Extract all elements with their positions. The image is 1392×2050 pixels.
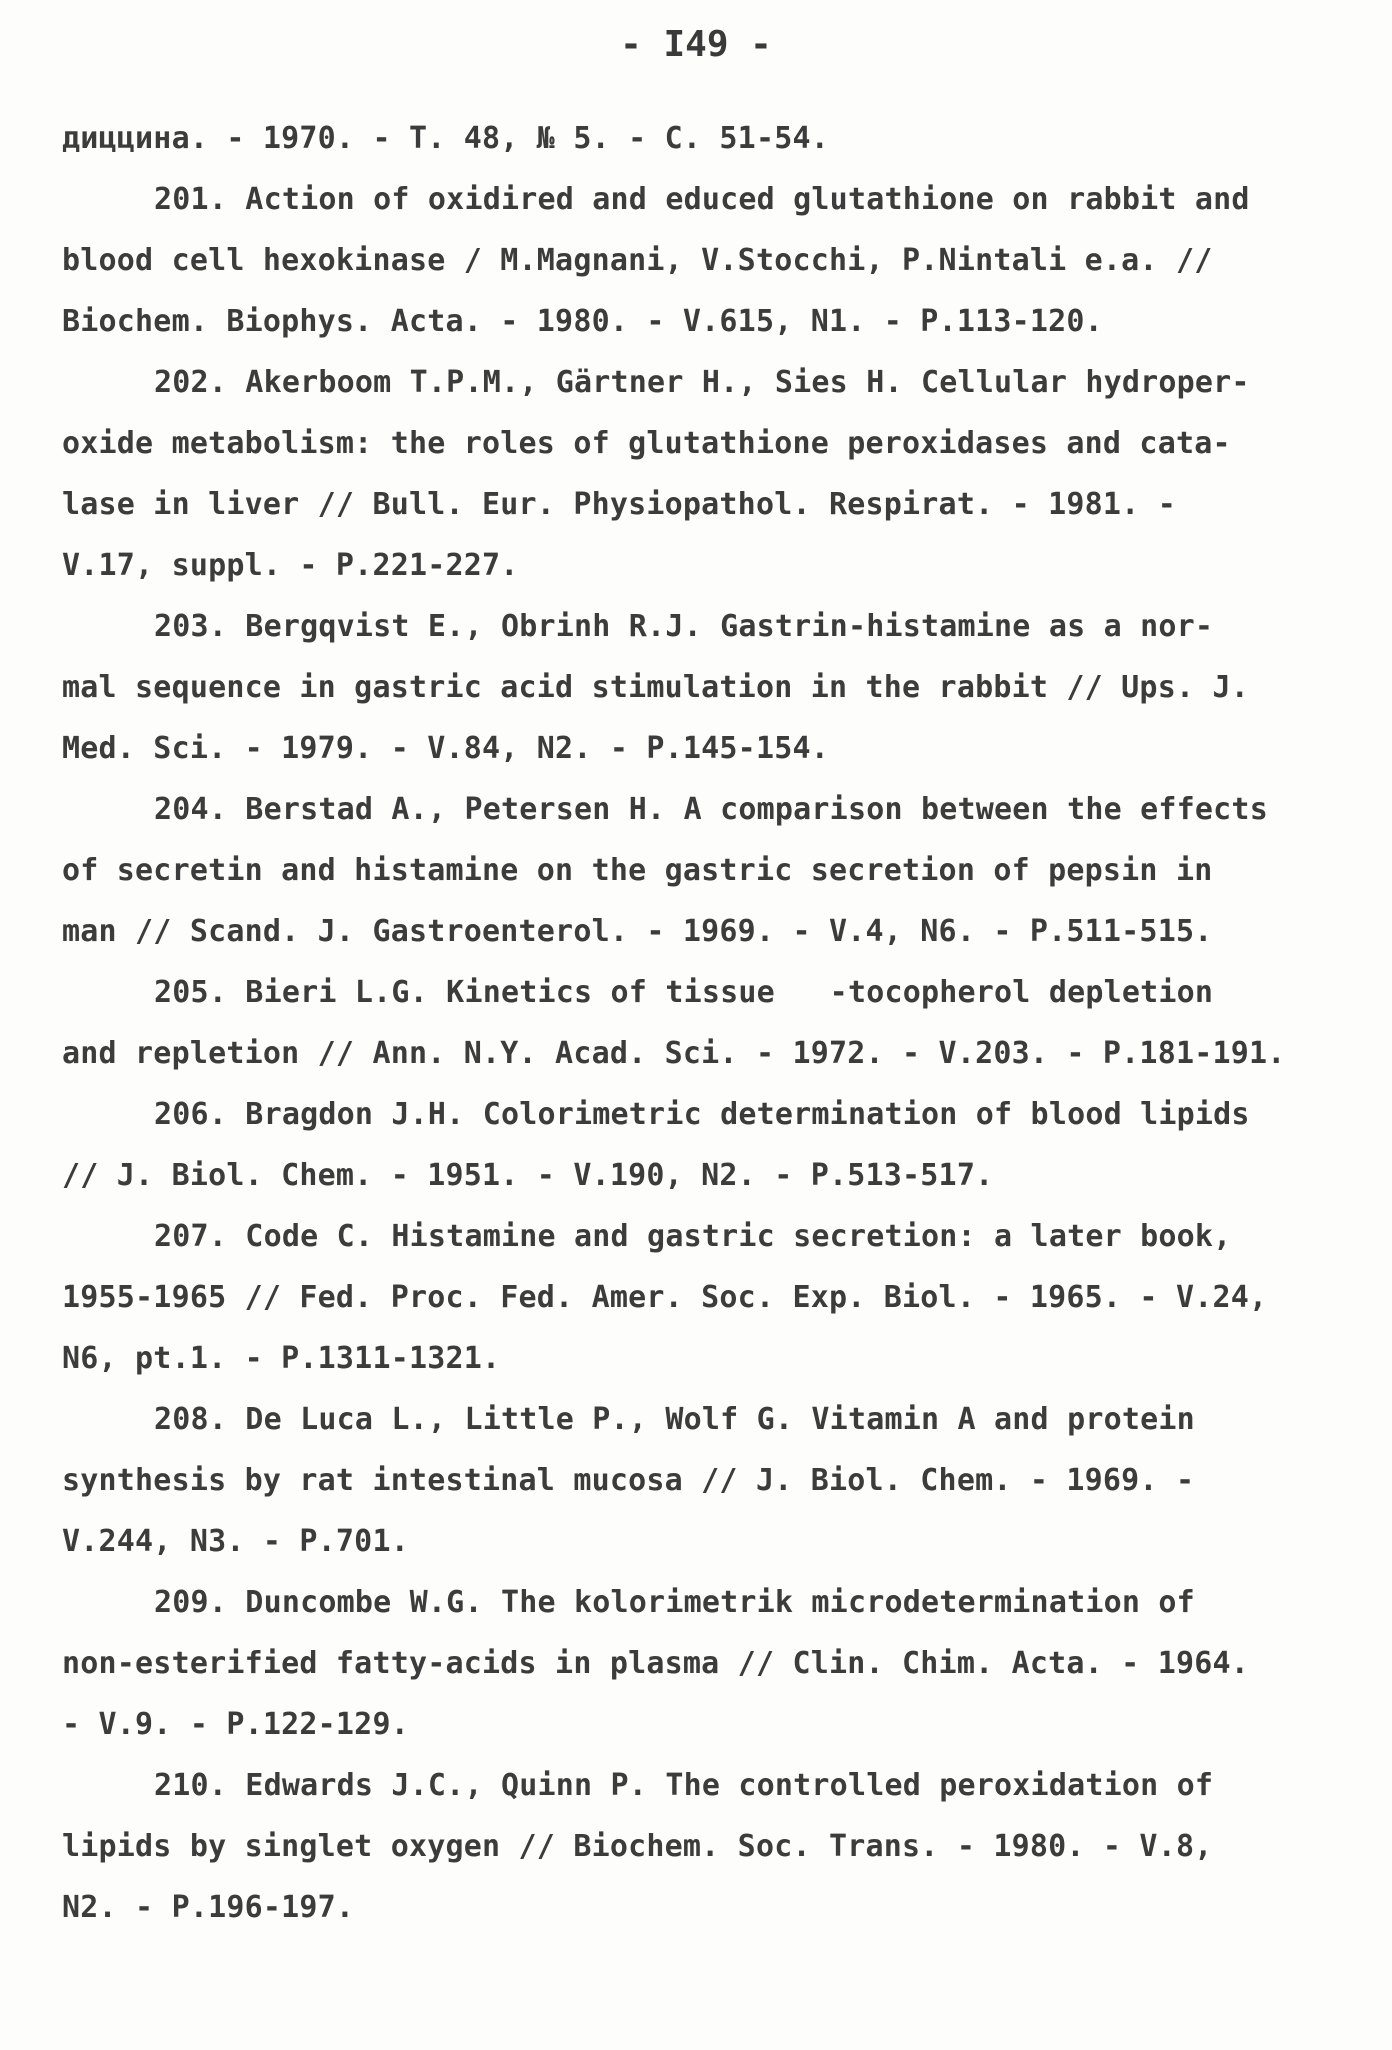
reference-line: mal sequence in gastric acid stimulation in the rabbit // Ups. J. [62,670,1249,705]
reference-206 [62,1084,1352,1206]
reference-line: // J. Biol. Chem. - 1951. - V.190, N2. - P.513-517. [62,1158,994,1193]
reference-line: non-esterified fatty-acids in plasma // Clin. Chim. Acta. - 1964. [62,1646,1249,1681]
reference-line: 207. Code C. Histamine and gastric secretion: a later book, [154,1219,1232,1254]
reference-207 [62,1206,1352,1389]
reference-line: Med. Sci. - 1979. - V.84, N2. - P.145-154. [62,731,829,766]
reference-line: N2. - P.196-197. [62,1890,355,1925]
reference-line: 201. Action of oxidired and educed glutathione on rabbit and [154,182,1250,217]
reference-line: blood cell hexokinase / M.Magnani, V.Stocchi, P.Nintali e.a. // [62,243,1213,278]
reference-line: synthesis by rat intestinal mucosa // J. Biol. Chem. - 1969. - [62,1463,1195,1498]
reference-201 [62,169,1352,352]
reference-line: 205. Bieri L.G. Kinetics of tissue -tocopherol depletion [154,975,1214,1010]
reference-205 [62,962,1352,1084]
reference-204 [62,779,1352,962]
reference-209 [62,1572,1352,1755]
reference-line: 210. Edwards J.C., Quinn P. The controlled peroxidation of [154,1768,1214,1803]
reference-line: lase in liver // Bull. Eur. Physiopathol. Respirat. - 1981. - [62,487,1176,522]
reference-line: Biochem. Biophys. Acta. - 1980. - V.615, N1. - P.113-120. [62,304,1103,339]
reference-202 [62,352,1352,596]
reference-210 [62,1755,1352,1938]
reference-line: oxide metabolism: the roles of glutathione peroxidases and cata- [62,426,1231,461]
page-number: - I49 - [620,24,772,65]
reference-list [62,108,1352,1938]
reference-line: V.244, N3. - P.701. [62,1524,409,1559]
reference-line: 204. Berstad A., Petersen H. A comparison between the effects [154,792,1268,827]
continuation-line: диццина. - 1970. - Т. 48, № 5. - С. 51-54. [62,121,829,156]
reference-line: N6, pt.1. - P.1311-1321. [62,1341,501,1376]
reference-line: 209. Duncombe W.G. The kolorimetrik microdetermination of [154,1585,1195,1620]
reference-line: and repletion // Ann. N.Y. Acad. Sci. - 1972. - V.203. - P.181-191. [62,1036,1286,1071]
reference-203 [62,596,1352,779]
reference-line: man // Scand. J. Gastroenterol. - 1969. - V.4, N6. - P.511-515. [62,914,1213,949]
reference-208 [62,1389,1352,1572]
reference-line: - V.9. - P.122-129. [62,1707,409,1742]
reference-line: 1955-1965 // Fed. Proc. Fed. Amer. Soc. Exp. Biol. - 1965. - V.24, [62,1280,1268,1315]
reference-line: of secretin and histamine on the gastric secretion of pepsin in [62,853,1213,888]
reference-line: 206. Bragdon J.H. Colorimetric determination of blood lipids [154,1097,1250,1132]
reference-line: V.17, suppl. - P.221-227. [62,548,519,583]
reference-line: 203. Bergqvist E., Obrinh R.J. Gastrin-histamine as a nor- [154,609,1214,644]
reference-line: lipids by singlet oxygen // Biochem. Soc. Trans. - 1980. - V.8, [62,1829,1213,1864]
reference-line: 208. De Luca L., Little P., Wolf G. Vitamin A and protein [154,1402,1195,1437]
reference-line: 202. Akerboom T.P.M., Gärtner H., Sies H. Cellular hydroper- [154,365,1250,400]
